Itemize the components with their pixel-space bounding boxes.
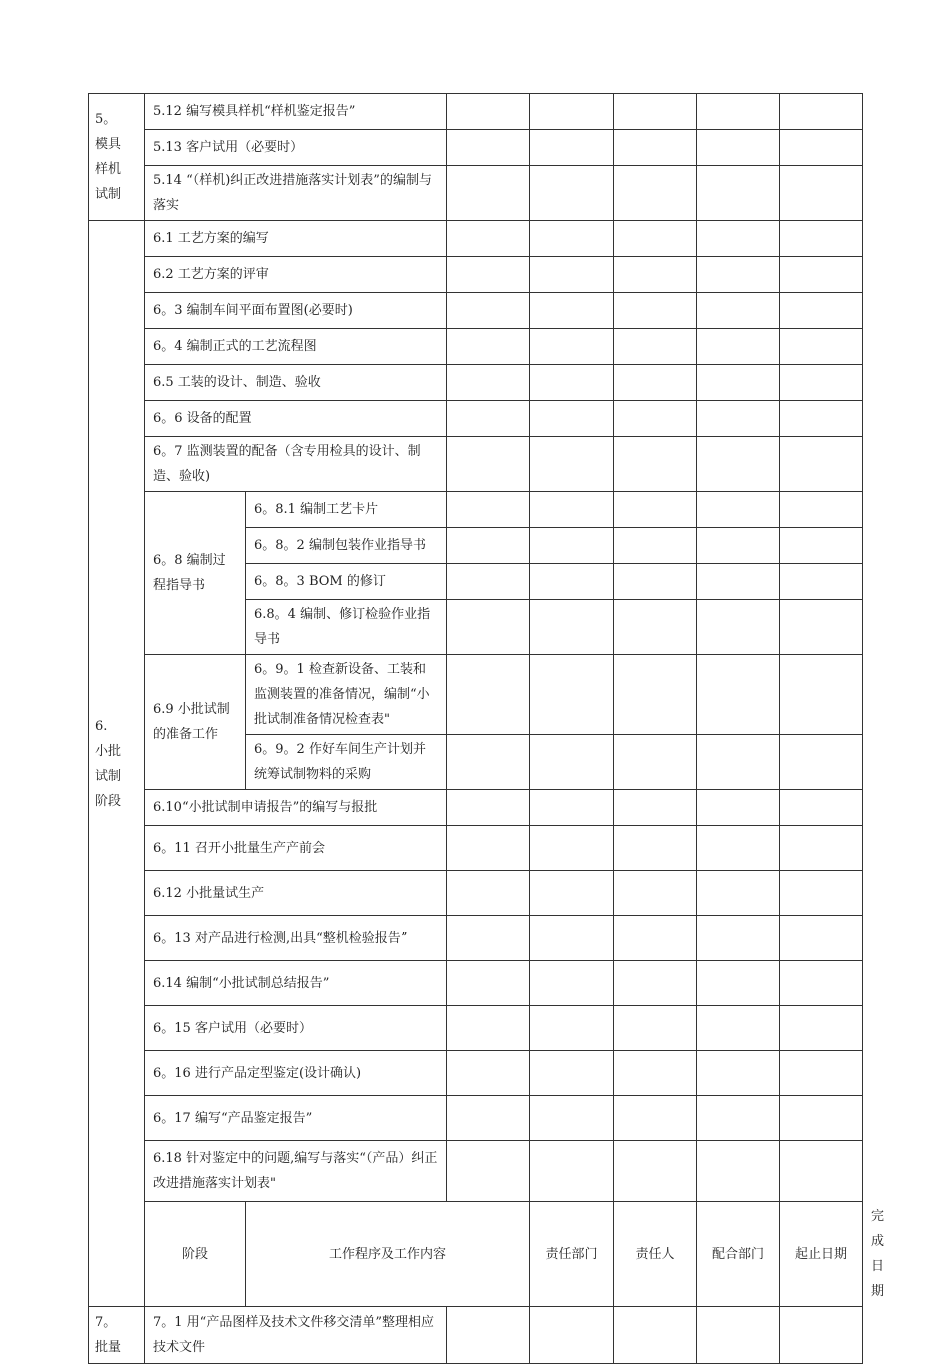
work-item: 6.5 工装的设计、制造、验收 (145, 365, 447, 401)
work-item: 6。7 监测装置的配备（含专用检具的设计、制造、验收) (145, 437, 447, 492)
table-row (89, 130, 863, 166)
dates-cell (697, 528, 780, 564)
coop-cell (614, 600, 697, 655)
dates-cell (697, 329, 780, 365)
stage-label-line: 批量 (95, 1340, 122, 1355)
table-row (89, 221, 863, 257)
done-cell (780, 961, 863, 1006)
stage-label-line: 样机 (95, 162, 122, 177)
coop-cell (614, 221, 697, 257)
done-cell (780, 826, 863, 871)
person-cell (530, 130, 614, 166)
dept-cell (447, 293, 530, 329)
coop-cell (614, 166, 697, 221)
dept-cell (447, 365, 530, 401)
coop-cell (614, 1096, 697, 1141)
table-row (89, 257, 863, 293)
coop-cell (614, 790, 697, 826)
person-cell (530, 401, 614, 437)
dept-cell (447, 221, 530, 257)
done-cell (780, 130, 863, 166)
dept-cell (447, 961, 530, 1006)
done-cell (780, 401, 863, 437)
coop-cell (614, 437, 697, 492)
work-item: 6.18 针对鉴定中的问题,编写与落实“（产品）纠正改进措施落实计划表" (145, 1141, 447, 1202)
coop-cell (614, 916, 697, 961)
dates-cell (697, 437, 780, 492)
done-cell (780, 735, 863, 790)
coop-cell (614, 492, 697, 528)
done-cell (780, 564, 863, 600)
dates-cell (697, 916, 780, 961)
dates-cell (697, 221, 780, 257)
work-item: 6。3 编制车间平面布置图(必要时) (145, 293, 447, 329)
table-row (89, 1141, 863, 1202)
coop-cell (614, 1051, 697, 1096)
done-cell (780, 528, 863, 564)
dates-cell (697, 1096, 780, 1141)
dates-cell (697, 293, 780, 329)
dept-cell (447, 1141, 530, 1202)
dept-cell (447, 1307, 530, 1364)
dept-cell (447, 492, 530, 528)
dates-cell (697, 94, 780, 130)
person-cell (530, 221, 614, 257)
person-cell (530, 564, 614, 600)
done-cell (780, 655, 863, 735)
dates-cell (697, 600, 780, 655)
done-cell (780, 329, 863, 365)
dates-cell (697, 166, 780, 221)
person-cell (530, 790, 614, 826)
table-row (89, 826, 863, 871)
header-row: 阶段 工作程序及工作内容 责任部门 责任人 配合部门 起止日期 完成日期 (89, 1202, 863, 1307)
done-cell (780, 600, 863, 655)
sub-item: 6。8.1 编制工艺卡片 (246, 492, 447, 528)
person-cell (530, 1096, 614, 1141)
work-item: 6。13 对产品进行检测,出具“整机检验报告ˮ (145, 916, 447, 961)
stage-label-line: 7。 (95, 1315, 117, 1330)
dept-cell (447, 329, 530, 365)
person-cell (530, 492, 614, 528)
done-cell (780, 1141, 863, 1202)
stage-7-cell (89, 1307, 145, 1364)
table-row (89, 492, 863, 528)
table-row (89, 401, 863, 437)
person-cell (530, 1307, 614, 1364)
coop-cell (614, 826, 697, 871)
stage-label-line: 5。 (95, 112, 117, 127)
work-item: 6。6 设备的配置 (145, 401, 447, 437)
done-cell (780, 257, 863, 293)
table-row (89, 1307, 863, 1364)
done-cell (780, 1006, 863, 1051)
table-row (89, 1051, 863, 1096)
done-cell (780, 293, 863, 329)
dept-cell (447, 826, 530, 871)
dates-cell (697, 492, 780, 528)
dates-cell (697, 1006, 780, 1051)
work-item: 5.13 客户试用（必要时） (145, 130, 447, 166)
sub-item: 6。8。2 编制包装作业指导书 (246, 528, 447, 564)
dept-cell (447, 600, 530, 655)
done-cell (780, 916, 863, 961)
person-cell (530, 735, 614, 790)
work-item: 6。4 编制正式的工艺流程图 (145, 329, 447, 365)
done-cell (780, 492, 863, 528)
work-plan-table (88, 93, 885, 1364)
person-cell (530, 528, 614, 564)
header-coop: 配合部门 (697, 1202, 780, 1307)
work-item: 6.2 工艺方案的评审 (145, 257, 447, 293)
stage-6-cell (89, 221, 145, 1307)
work-item: 6。16 进行产品定型鉴定(设计确认) (145, 1051, 447, 1096)
dept-cell (447, 1096, 530, 1141)
dates-cell (697, 871, 780, 916)
table-row (89, 916, 863, 961)
coop-cell (614, 257, 697, 293)
coop-cell (614, 329, 697, 365)
dept-cell (447, 564, 530, 600)
coop-cell (614, 130, 697, 166)
person-cell (530, 437, 614, 492)
dept-cell (447, 528, 530, 564)
person-cell (530, 871, 614, 916)
header-stage: 阶段 (145, 1202, 246, 1307)
dates-cell (697, 1307, 780, 1364)
dates-cell (697, 655, 780, 735)
stage-label-line: 阶段 (95, 793, 122, 809)
person-cell (530, 365, 614, 401)
person-cell (530, 329, 614, 365)
done-cell (780, 790, 863, 826)
table-row (89, 166, 863, 221)
dates-cell (697, 735, 780, 790)
person-cell (530, 293, 614, 329)
table-row (89, 871, 863, 916)
work-item: 6.1 工艺方案的编写 (145, 221, 447, 257)
dates-cell (697, 826, 780, 871)
dates-cell (697, 790, 780, 826)
work-item: 6。17 编写“产品鉴定报告” (145, 1096, 447, 1141)
sub-item: 6.8。4 编制、修订检验作业指导书 (246, 600, 447, 655)
work-item: 7。1 用“产品图样及技术文件移交清单”整理相应技术文件 (145, 1307, 447, 1364)
dept-cell (447, 166, 530, 221)
person-cell (530, 257, 614, 293)
work-item: 6.10“小批试制申请报告”的编写与报批 (145, 790, 447, 826)
sub-item: 6。9。1 检查新设备、工装和监测装置的准备情况，编制“小批试制准备情况检查表" (246, 655, 447, 735)
stage-label-line: 试制 (95, 768, 122, 784)
dept-cell (447, 130, 530, 166)
group-label: 6.9 小批试制的准备工作 (145, 655, 246, 790)
sub-item: 6。9。2 作好车间生产计划并统筹试制物料的采购 (246, 735, 447, 790)
dates-cell (697, 564, 780, 600)
table-row (89, 1006, 863, 1051)
dept-cell (447, 735, 530, 790)
coop-cell (614, 655, 697, 735)
table-row (89, 365, 863, 401)
coop-cell (614, 365, 697, 401)
work-item: 6。11 召开小批量生产产前会 (145, 826, 447, 871)
person-cell (530, 1006, 614, 1051)
dept-cell (447, 437, 530, 492)
coop-cell (614, 564, 697, 600)
person-cell (530, 94, 614, 130)
coop-cell (614, 1307, 697, 1364)
coop-cell (614, 1141, 697, 1202)
person-cell (530, 961, 614, 1006)
table-row (89, 329, 863, 365)
done-cell (780, 1096, 863, 1141)
person-cell (530, 826, 614, 871)
dates-cell (697, 961, 780, 1006)
person-cell (530, 916, 614, 961)
done-cell (780, 365, 863, 401)
stage-5-cell (89, 94, 145, 221)
done-cell (780, 221, 863, 257)
dept-cell (447, 655, 530, 735)
person-cell (530, 166, 614, 221)
dept-cell (447, 94, 530, 130)
done-cell (780, 1051, 863, 1096)
dept-cell (447, 257, 530, 293)
dept-cell (447, 790, 530, 826)
header-content: 工作程序及工作内容 (246, 1202, 530, 1307)
work-item: 6.12 小批量试生产 (145, 871, 447, 916)
dates-cell (697, 1141, 780, 1202)
stage-label-line: 模具 (95, 137, 122, 152)
dates-cell (697, 365, 780, 401)
person-cell (530, 1141, 614, 1202)
header-person: 责任人 (614, 1202, 697, 1307)
coop-cell (614, 293, 697, 329)
table-row (89, 437, 863, 492)
table-row (89, 94, 863, 130)
dept-cell (447, 401, 530, 437)
done-cell (780, 1307, 863, 1364)
done-cell (780, 437, 863, 492)
stage-label-line: 6. (95, 718, 108, 734)
dept-cell (447, 1006, 530, 1051)
table-row (89, 655, 863, 735)
coop-cell (614, 1006, 697, 1051)
stage-label-line: 试制 (95, 187, 122, 202)
table-row (89, 961, 863, 1006)
table-row (89, 1096, 863, 1141)
person-cell (530, 600, 614, 655)
dept-cell (447, 916, 530, 961)
header-dept: 责任部门 (530, 1202, 614, 1307)
dates-cell (697, 1051, 780, 1096)
dates-cell (697, 130, 780, 166)
done-cell (780, 94, 863, 130)
dept-cell (447, 871, 530, 916)
coop-cell (614, 871, 697, 916)
person-cell (530, 1051, 614, 1096)
done-cell (780, 871, 863, 916)
coop-cell (614, 401, 697, 437)
person-cell (530, 655, 614, 735)
sub-item: 6。8。3 BOM 的修订 (246, 564, 447, 600)
dept-cell (447, 1051, 530, 1096)
stage-label-line: 小批 (95, 743, 122, 759)
coop-cell (614, 961, 697, 1006)
coop-cell (614, 528, 697, 564)
coop-cell (614, 94, 697, 130)
done-cell (780, 166, 863, 221)
table-row (89, 293, 863, 329)
dates-cell (697, 401, 780, 437)
dates-cell (697, 257, 780, 293)
work-item: 6.14 编制“小批试制总结报告” (145, 961, 447, 1006)
table-row (89, 790, 863, 826)
work-item: 6。15 客户试用（必要时） (145, 1006, 447, 1051)
coop-cell (614, 735, 697, 790)
work-item: 5.12 编写模具样机“样机鉴定报告” (145, 94, 447, 130)
group-label: 6。8 编制过程指导书 (145, 492, 246, 655)
header-dates: 起止日期 (780, 1202, 863, 1307)
work-item: 5.14 “（样机)纠正改进措施落实计划表”的编制与落实 (145, 166, 447, 221)
